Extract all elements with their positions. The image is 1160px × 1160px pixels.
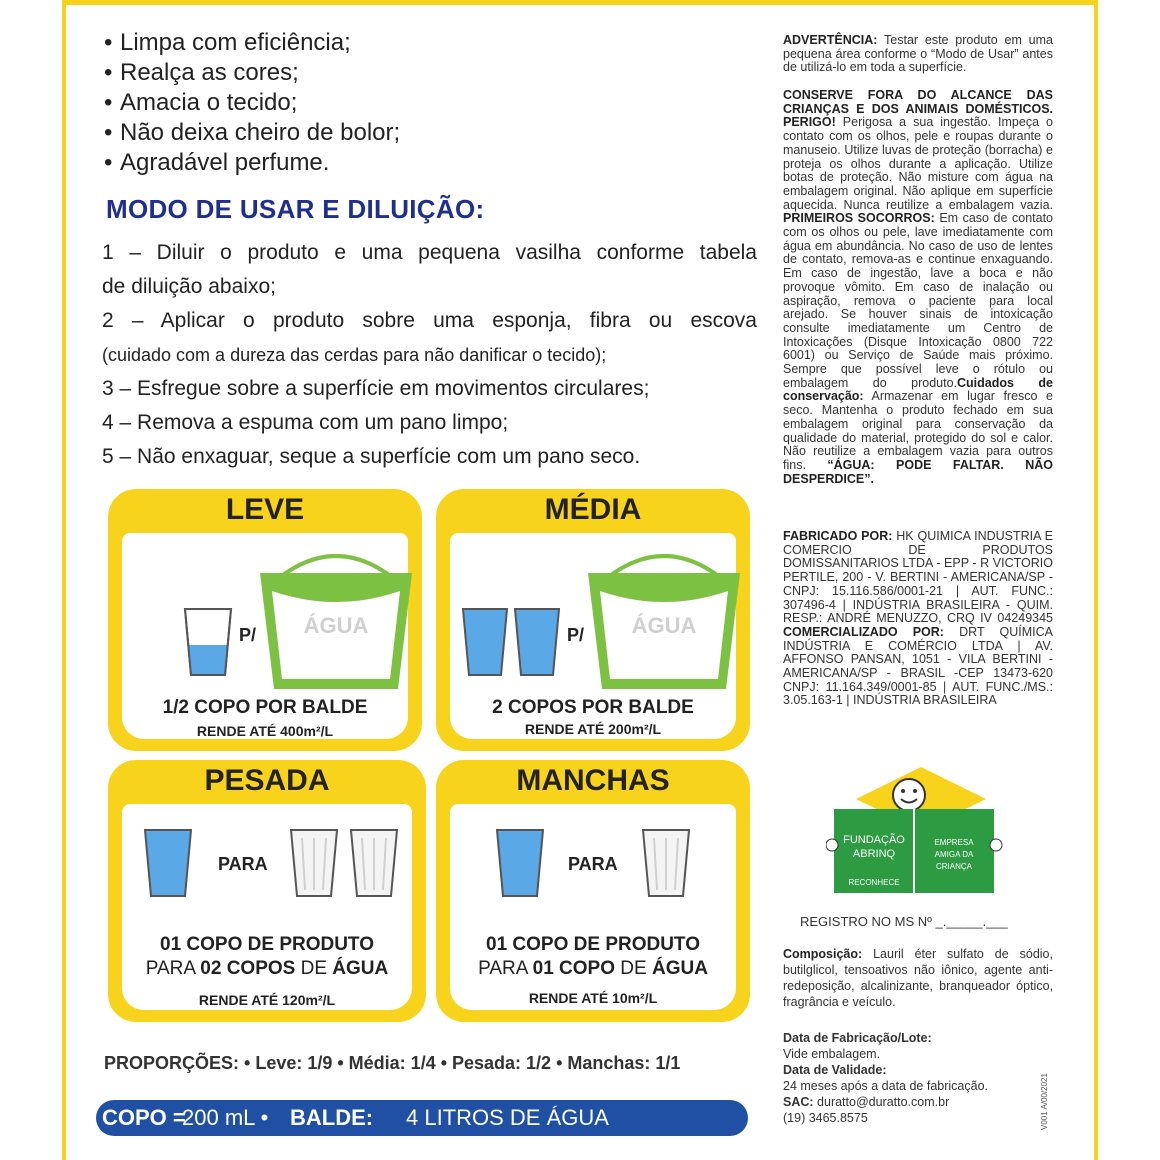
- step-2b: (cuidado com a dureza das cerdas para não danificar o tecido);: [102, 345, 607, 365]
- box-body: [450, 533, 736, 739]
- box-title: MÉDIA: [544, 493, 642, 526]
- svg-text:AMIGA DA: AMIGA DA: [934, 850, 974, 859]
- glass-empty-icon: [348, 826, 400, 900]
- glass-full-icon: [142, 826, 194, 900]
- svg-text:EMPRESA: EMPRESA: [934, 838, 974, 847]
- step-1a: 1 – Diluir o produto e uma pequena vasilha conforme tabela: [102, 241, 757, 264]
- warning-block: ADVERTÊNCIA: Testar este produto em uma pequena área conforme o “Modo de Usar” antes de utilizá-lo em toda a superfície.: [783, 33, 1053, 75]
- yield-line: RENDE ATÉ 10m²/L: [528, 990, 658, 1006]
- dilution-box-pesada: [108, 760, 426, 1022]
- step-3: 3 – Esfregue sobre a superfície em movimentos circulares;: [102, 377, 650, 400]
- dilution-line: 2 COPOS POR BALDE: [492, 697, 694, 718]
- list-item: • Limpa com eficiência;: [104, 29, 351, 56]
- svg-text:RECONHECE: RECONHECE: [848, 878, 900, 887]
- label-border-right: [1094, 0, 1098, 1160]
- glass-full-icon: [512, 605, 562, 679]
- glass-half-icon: [182, 605, 234, 679]
- usage-steps: [102, 236, 757, 474]
- dilution-box-media: [436, 489, 750, 751]
- box-title: PESADA: [204, 764, 330, 797]
- glass-empty-icon: [640, 826, 692, 900]
- para-label: PARA: [568, 854, 618, 874]
- per-label: P/: [567, 625, 585, 645]
- abrinq-logo: [826, 765, 1006, 897]
- water-label: ÁGUA: [303, 613, 369, 638]
- step-5: 5 – Não enxaguar, seque a superfície com um pano seco.: [102, 445, 641, 468]
- water-label: ÁGUA: [631, 613, 697, 638]
- benefits-list: [104, 28, 400, 178]
- svg-text:FUNDAÇÃO: FUNDAÇÃO: [843, 834, 905, 846]
- list-item: • Agradável perfume.: [104, 149, 330, 176]
- box-title: MANCHAS: [516, 764, 670, 797]
- step-1b: de diluição abaixo;: [102, 275, 276, 298]
- list-item: • Realça as cores;: [104, 59, 299, 86]
- step-2a: 2 – Aplicar o produto sobre uma esponja, fibra ou escova: [102, 309, 757, 332]
- dilution-line-2: PARA 01 COPO DE ÁGUA: [478, 958, 708, 979]
- dilution-line: 1/2 COPO POR BALDE: [162, 697, 368, 718]
- step-4: 4 – Remova a espuma com um pano limpo;: [102, 411, 509, 434]
- dilution-line: 01 COPO DE PRODUTO: [486, 934, 700, 955]
- glass-empty-icon: [288, 826, 340, 900]
- dilution-box-leve: [108, 489, 422, 751]
- svg-text:ABRINQ: ABRINQ: [852, 848, 896, 860]
- yield-line: RENDE ATÉ 120m²/L: [198, 992, 336, 1008]
- glass-full-icon: [460, 605, 510, 679]
- list-item: • Não deixa cheiro de bolor;: [104, 119, 401, 146]
- mode-of-use-title: MODO DE USAR E DILUIÇÃO:: [106, 194, 485, 224]
- composition-block: Composição: Lauril éter sulfato de sódio, butilglicol, tensoativos não iônico, agente anti-redeposição, alcalinizante, branqueador óptico, fragrância e veículo.: [783, 947, 1053, 1009]
- para-label: PARA: [218, 854, 268, 874]
- box-body: [450, 804, 736, 1010]
- safety-block: CONSERVE FORA DO ALCANCE DAS CRIANÇAS E DOS ANIMAIS DOMÉSTICOS. PERIGO! Perigosa a sua ingestão. Impeça o contato com os olhos, pele e roupas durante o manuseio. Utilize luvas de proteção (borracha) e proteja os olhos durante a aplicação. Utilize botas de proteção. Não misture com água na embalagem original. Não aplique em superfície aquecida. Nunca reutilize a embalagem vazia. PRIMEIROS SOCORROS: Em caso de contato com os olhos ou pele, lave imediatamente com água em abundância. No caso de uso de lentes de contato, remova-as e continue enxaguando. Em caso de ingestão, lave a boca e não provoque vômito. Em caso de inalação ou aspiração, remova o paciente para local arejado. Se houver sinais de intoxicação consulte imediatamente um Centro de Intoxicações (Disque Intoxicação 0800 722 6001) ou Serviço de Saúde mais próximo. Sempre que possível leve o rótulo ou embalagem do produto.Cuidados de conservação: Armazenar em lugar fresco e seco. Mantenha o produto fechado em sua embalagem original para conservação da qualidade do material, protegido do sol e calor. Não reutilize a embalagem vazia para outros fins. “ÁGUA: PODE FALTAR. NÃO DESPERDICE”.: [783, 88, 1053, 486]
- yield-line: RENDE ATÉ 200m²/L: [524, 721, 662, 737]
- registration-line: REGISTRO NO MS Nº _._____.___: [800, 914, 1008, 929]
- box-title: LEVE: [225, 493, 305, 526]
- dilution-line-2: PARA 02 COPOS DE ÁGUA: [145, 958, 389, 979]
- measure-bar: COPO = 200 mL • BALDE: 4 LITROS DE ÁGUA: [96, 1100, 748, 1136]
- bucket-icon: [254, 551, 418, 691]
- per-label: P/: [239, 625, 257, 645]
- bucket-icon: [582, 551, 746, 691]
- label-border-top: [62, 0, 1098, 5]
- dilution-box-manchas: [436, 760, 750, 1022]
- box-body: [122, 804, 412, 1010]
- yield-line: RENDE ATÉ 400m²/L: [196, 723, 334, 739]
- svg-text:CRIANÇA: CRIANÇA: [935, 862, 973, 871]
- proportions-line: PROPORÇÕES: • Leve: 1/9 • Média: 1/4 • Pesada: 1/2 • Manchas: 1/1: [104, 1053, 681, 1073]
- box-body: [122, 533, 408, 739]
- glass-full-icon: [494, 826, 546, 900]
- manufacturer-block: FABRICADO POR: HK QUIMICA INDUSTRIA E COMERCIO DE PRODUTOS DOMISSANITARIOS LTDA - EPP - R VICTORIO PERTILE, 200 - V. BERTINI - AMERICANA/SP - CNPJ: 15.116.586/0001-21 | AUT. FUNC.: 307496-4 | INDÚSTRIA BRASILEIRA - QUIM. RESP.: ANDRÉ MENUZZO, CRQ IV 04249345 COMERCIALIZADO POR: DRT QUÍMICA INDÚSTRIA E COMÉRCIO LTDA | AV. AFFONSO PANSAN, 1051 - VILA BERTINI - AMERICANA/SP - BRASIL -CEP 13473-620 CNPJ: 11.164.349/0001-85 | AUT. FUNC./MS.: 3.05.163-1 | INDÚSTRIA BRASILEIRA: [783, 529, 1053, 708]
- label-border-left: [62, 0, 66, 1160]
- dates-block: Data de Fabricação/Lote: Vide embalagem. Data de Validade: 24 meses após a data de fabricação. SAC: duratto@duratto.com.br (19) 3465.8575: [783, 1031, 988, 1125]
- dilution-line: 01 COPO DE PRODUTO: [160, 934, 374, 955]
- version-code: V001 A/00/2021: [1040, 1073, 1049, 1130]
- list-item: • Amacia o tecido;: [104, 89, 298, 116]
